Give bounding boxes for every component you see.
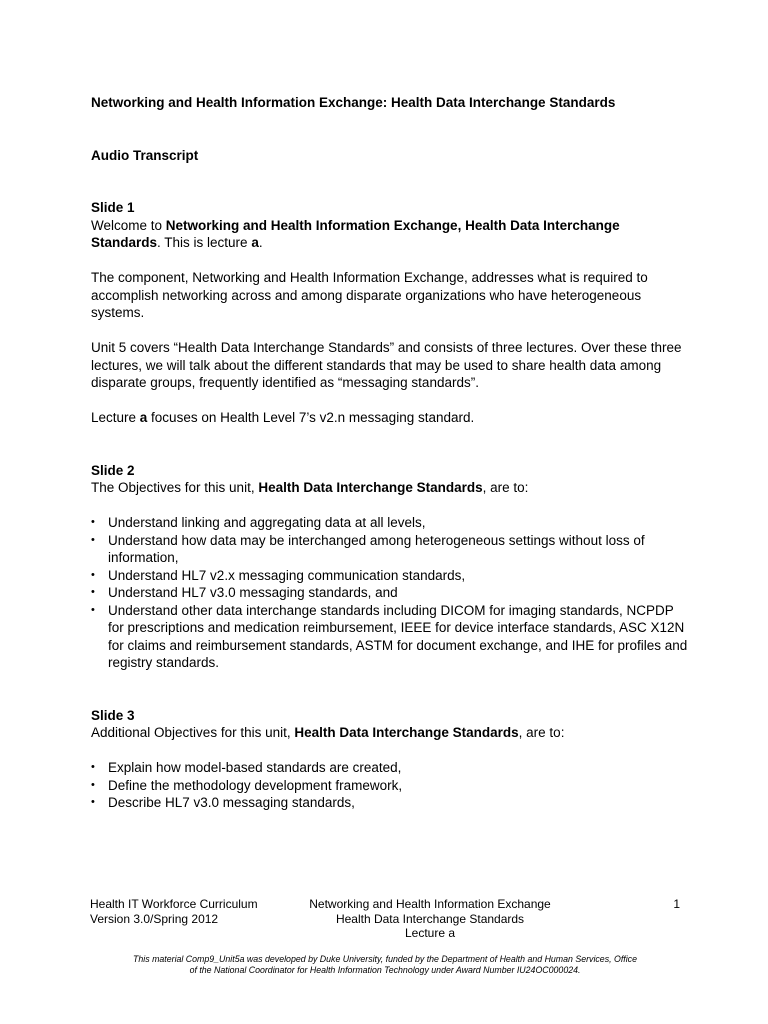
document-subtitle: Audio Transcript	[91, 147, 199, 163]
funding-disclaimer	[90, 954, 680, 976]
slide-2-objectives-list	[91, 514, 691, 672]
footer-curriculum-name: Health IT Workforce Curriculum	[90, 897, 258, 911]
footer-curriculum	[90, 897, 290, 926]
footer-unit: Health Data Interchange Standards	[335, 911, 525, 926]
list-item: • Understand HL7 v2.x messaging communication standards,	[91, 567, 691, 585]
list-item: • Understand how data may be interchanged among heterogeneous settings without loss of information,	[91, 532, 691, 567]
footer-component: Networking and Health Information Exchange	[309, 897, 551, 911]
list-item: • Understand linking and aggregating data at all levels,	[91, 514, 691, 532]
document-title: Networking and Health Information Exchange: Health Data Interchange Standards	[91, 95, 616, 110]
document-body	[91, 94, 691, 812]
slide-1-unit-overview: Unit 5 covers “Health Data Interchange Standards” and consists of three lectures. Over these three lectures, we will talk about the different standards that may be used to share health data among disparate groups, frequently identified as “messaging standards”.	[91, 340, 682, 390]
list-item: • Understand other data interchange standards including DICOM for imaging standards, NCPDP for prescriptions and medication reimbursement, IEEE for device interface standards, ASC X12N for claims and reimbursement standards, ASTM for document exchange, and IHE for profiles and registry standards.	[91, 602, 691, 672]
slide-1-welcome: Welcome to Networking and Health Information Exchange, Health Data Interchange Standards. This is lecture a.	[91, 217, 620, 250]
page-number: 1	[673, 897, 680, 911]
slide-1-lecture-focus: Lecture a focuses on Health Level 7’s v2.n messaging standard.	[91, 410, 475, 425]
list-item: • Understand HL7 v3.0 messaging standards, and	[91, 584, 691, 602]
slide-2-heading: Slide 2	[91, 462, 135, 478]
list-item: • Define the methodology development framework,	[91, 777, 691, 795]
slide-1-component: The component, Networking and Health Information Exchange, addresses what is required to accomplish networking across and among disparate organizations who have heterogeneous systems.	[91, 270, 648, 320]
slide-3-objectives-list	[91, 759, 691, 812]
footer-version: Version 3.0/Spring 2012	[90, 911, 219, 926]
list-item: • Describe HL7 v3.0 messaging standards,	[91, 794, 691, 812]
slide-2-intro: The Objectives for this unit, Health Data Interchange Standards, are to:	[91, 480, 529, 495]
list-item: • Explain how model-based standards are created,	[91, 759, 691, 777]
disclaimer-line: of the National Coordinator for Health Information Technology under Award Number IU24OC000024.	[189, 965, 581, 975]
footer-lecture: Lecture a	[404, 926, 456, 940]
disclaimer-line: This material Comp9_Unit5a was developed by Duke University, funded by the Department of Health and Human Services, Office	[133, 954, 637, 964]
footer-course	[280, 897, 580, 941]
slide-1-heading: Slide 1	[91, 200, 135, 215]
slide-3-intro: Additional Objectives for this unit, Health Data Interchange Standards, are to:	[91, 725, 565, 740]
slide-3-heading: Slide 3	[91, 707, 135, 723]
